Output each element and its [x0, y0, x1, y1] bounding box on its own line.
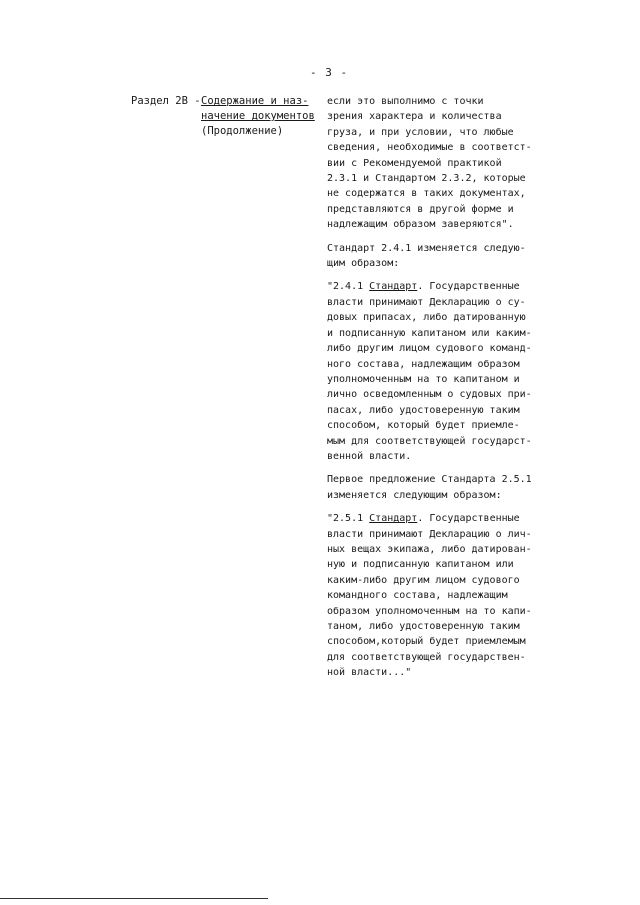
text-line: таном, либо удостоверенную таким: [327, 621, 520, 632]
text-line: образом уполномоченным на то капи-: [327, 605, 532, 617]
text-line: лично осведомленным о судовых при-: [327, 389, 532, 401]
paragraph-standard-2-5-1: [327, 511, 542, 680]
text-line: изменяется следующим образом:: [327, 489, 502, 501]
text-line: ного состава, надлежащим образом: [327, 358, 520, 370]
footer-rule: [0, 898, 268, 899]
text-line: пасах, либо удостоверенную таким: [327, 404, 520, 416]
text-line: представляются в другой форме и: [327, 203, 514, 215]
standard-underlined: Стандарт: [369, 513, 418, 525]
text-line: 2.3.1 и Стандартом 2.3.2, которые: [327, 173, 526, 185]
text-line: либо другим лицом судового команд-: [327, 343, 532, 355]
text-line: сведения, необходимые в соответст-: [327, 142, 532, 154]
text-line: довых припасах, либо датированную: [327, 312, 526, 324]
page-number: - 3 -: [310, 66, 349, 79]
text-line: ных вещах экипажа, либо датирован-: [327, 543, 532, 555]
lead-prefix: "2.5.1: [327, 513, 370, 525]
lead-rest: . Государственные: [417, 513, 520, 525]
text-line: командного состава, надлежащим: [327, 590, 508, 602]
standard-underlined: Стандарт: [369, 281, 418, 293]
text-line: груза, и при условии, что любые: [327, 126, 514, 138]
text-line: для соответствующей государствен-: [327, 651, 526, 663]
paragraph-standard-2-4-1: [327, 279, 542, 464]
text-line: способом,который будет приемлемым: [327, 636, 526, 648]
main-text: [327, 94, 542, 689]
text-line: Первое предложение Стандарта 2.5.1: [327, 474, 532, 486]
text-line: власти принимают Декларацию о су-: [327, 296, 526, 308]
paragraph-continuation: [327, 94, 542, 233]
text-line-lead: [327, 511, 542, 526]
paragraph-standard-2-4-1-intro: [327, 241, 542, 272]
section-title: [201, 94, 321, 139]
text-line: венной власти.: [327, 450, 412, 462]
text-line: надлежащим образом заверяются".: [327, 219, 514, 231]
section-title-line-1: Содержание и наз-: [201, 95, 309, 107]
text-line: если это выполнимо с точки: [327, 96, 484, 107]
text-line: каким-либо другим лицом судового: [327, 574, 520, 586]
text-line: мым для соответствующей государст-: [327, 435, 532, 447]
text-line: и подписанную капитаном или каким-: [327, 327, 532, 339]
text-line: власти принимают Декларацию о лич-: [327, 528, 532, 540]
lead-prefix: "2.4.1: [327, 281, 370, 293]
text-line: ной власти...": [327, 667, 412, 679]
text-line: Стандарт 2.4.1 изменяется следую-: [327, 242, 526, 254]
text-line-lead: [327, 279, 542, 294]
section-title-note: (Продолжение): [201, 125, 284, 137]
text-line: вии с Рекомендуемой практикой: [327, 157, 502, 169]
text-line: не содержатся в таких документах,: [327, 188, 526, 200]
lead-rest: . Государственные: [417, 281, 520, 293]
text-line: уполномоченным на то капитаном и: [327, 373, 520, 385]
text-line: зрения характера и количества: [327, 111, 502, 123]
text-line: способом, который будет приемле-: [327, 420, 520, 432]
paragraph-standard-2-5-1-intro: [327, 472, 542, 503]
section-title-line-2: начение документов: [201, 110, 315, 122]
text-line: ную и подписанную капитаном или: [327, 559, 514, 571]
section-label: Раздел 2В -: [131, 95, 201, 107]
text-line: щим образом:: [327, 258, 400, 270]
